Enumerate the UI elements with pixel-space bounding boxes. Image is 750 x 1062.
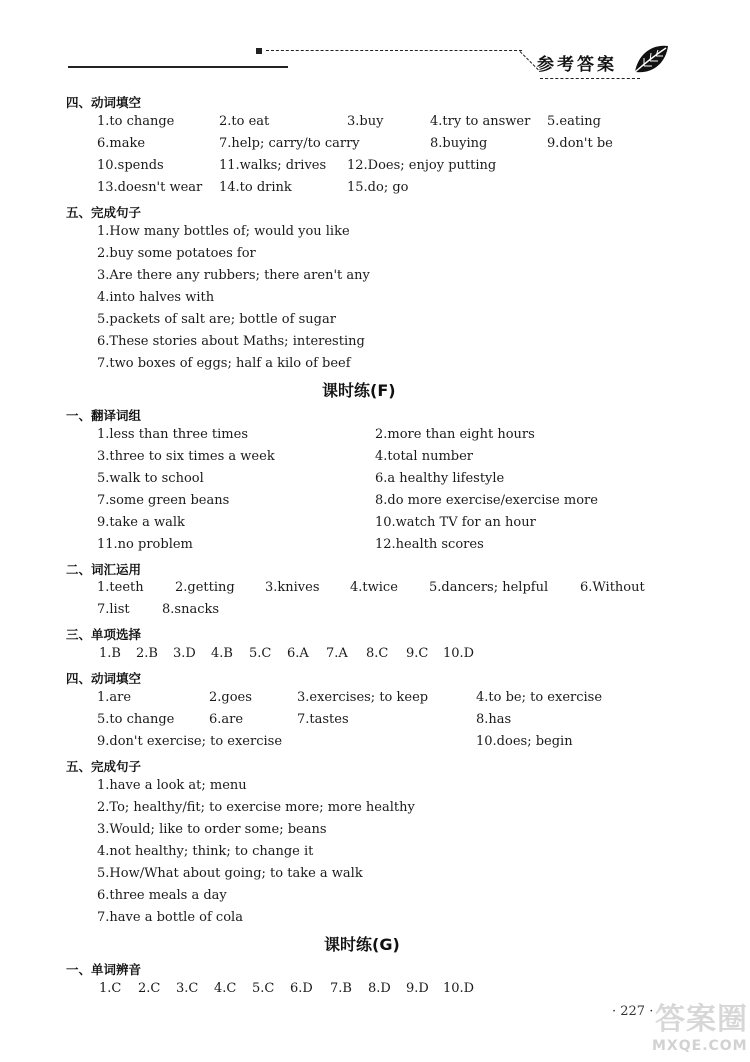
answer-item: 3.C [176, 981, 199, 996]
answer-item: 2.goes [209, 690, 252, 705]
section-title-multiple-choice: 三、单项选择 [66, 627, 142, 642]
section-title-verb-fill-f: 四、动词填空 [66, 671, 142, 686]
answer-item: 1.How many bottles of; would you like [97, 224, 350, 239]
watermark-url: MXQE.COM [652, 1038, 748, 1054]
answer-item: 6.make [97, 136, 146, 151]
answer-item: 12.Does; enjoy putting [347, 158, 497, 173]
answer-item: 6.are [209, 712, 244, 727]
answer-item: 5.C [249, 646, 272, 661]
lesson-title-g: 课时练(G) [324, 935, 400, 954]
section-title-translate: 一、翻译词组 [66, 408, 142, 423]
answer-item: 9.don't be [547, 136, 613, 151]
answer-item: 4.try to answer [430, 114, 531, 129]
answer-item: 8.D [368, 981, 391, 996]
answer-item: 5.C [252, 981, 275, 996]
answer-item: 6.Without [580, 580, 645, 595]
answer-item: 9.D [406, 981, 429, 996]
answer-item: 1.B [99, 646, 121, 661]
answer-item: 6.three meals a day [97, 888, 227, 903]
answer-item: 3.buy [347, 114, 384, 129]
lesson-title-f: 课时练(F) [322, 381, 396, 400]
answer-item: 5.packets of salt are; bottle of sugar [97, 312, 336, 327]
answer-item: 4.B [211, 646, 233, 661]
header-dashed-slant [520, 51, 539, 70]
answer-item: 8.snacks [162, 602, 220, 617]
header-rule [68, 66, 288, 68]
answer-item: 10.spends [97, 158, 164, 173]
answer-item: 4.total number [375, 449, 474, 464]
answer-item: 1.teeth [97, 580, 144, 595]
section-title-complete-sentences: 五、完成句子 [66, 205, 142, 220]
leaf-icon [632, 42, 670, 78]
answer-item: 10.does; begin [476, 734, 573, 749]
section-title-spelling: 一、单词辨音 [66, 962, 142, 977]
answer-item: 11.no problem [97, 537, 193, 552]
answer-item: 4.to be; to exercise [476, 690, 603, 705]
answer-item: 7.two boxes of eggs; half a kilo of beef [97, 356, 351, 371]
answer-item: 9.don't exercise; to exercise [97, 734, 283, 749]
answer-item: 7.B [330, 981, 352, 996]
header-dot [256, 48, 262, 54]
answer-item: 6.a healthy lifestyle [375, 471, 505, 486]
header-title: 参考答案 [537, 55, 617, 75]
answer-item: 1.to change [97, 114, 175, 129]
watermark-logo: 答案圈 [655, 1002, 748, 1037]
answer-item: 5.eating [547, 114, 601, 129]
answer-item: 8.C [366, 646, 389, 661]
answer-item: 1.C [99, 981, 122, 996]
answer-item: 14.to drink [219, 180, 292, 195]
answer-item: 7.A [326, 646, 348, 661]
answer-item: 5.walk to school [97, 471, 204, 486]
answer-item: 10.D [443, 981, 475, 996]
answer-item: 8.has [476, 712, 512, 727]
answer-item: 3.knives [265, 580, 320, 595]
answer-item: 1.have a look at; menu [97, 778, 247, 793]
answer-item: 3.Would; like to order some; beans [97, 822, 327, 837]
answer-item: 15.do; go [347, 180, 409, 195]
answer-item: 4.not healthy; think; to change it [97, 844, 314, 859]
answer-item: 9.C [406, 646, 429, 661]
answer-item: 2.more than eight hours [375, 427, 535, 442]
section-title-verb-fill: 四、动词填空 [66, 95, 142, 110]
answer-item: 2.buy some potatoes for [97, 246, 256, 261]
answer-item: 1.less than three times [97, 427, 248, 442]
answer-item: 5.dancers; helpful [429, 580, 549, 595]
header-dashed-rule [266, 50, 522, 51]
answer-item: 7.have a bottle of cola [97, 910, 243, 925]
answer-item: 2.B [136, 646, 158, 661]
answer-item: 9.take a walk [97, 515, 185, 530]
answer-item: 2.To; healthy/fit; to exercise more; more healthy [97, 800, 415, 815]
answer-item: 8.do more exercise/exercise more [375, 493, 598, 508]
answer-item: 6.D [290, 981, 313, 996]
answer-item: 3.exercises; to keep [297, 690, 429, 705]
section-title-complete-sentences-f: 五、完成句子 [66, 759, 142, 774]
answer-item: 13.doesn't wear [97, 180, 203, 195]
section-title-vocab: 二、词汇运用 [66, 562, 142, 577]
answer-item: 6.These stories about Maths; interesting [97, 334, 365, 349]
header-dashed-underline [540, 78, 640, 79]
answer-item: 7.help; carry/to carry [219, 136, 360, 151]
answer-item: 2.to eat [219, 114, 270, 129]
answer-item: 5.How/What about going; to take a walk [97, 866, 363, 881]
answer-item: 8.buying [430, 136, 488, 151]
answer-item: 3.Are there any rubbers; there aren't any [97, 268, 370, 283]
answer-item: 2.C [138, 981, 161, 996]
answer-item: 3.three to six times a week [97, 449, 275, 464]
answer-item: 7.some green beans [97, 493, 230, 508]
page-number: · 227 · [612, 1004, 654, 1019]
answer-item: 7.list [97, 602, 130, 617]
answer-item: 2.getting [175, 580, 235, 595]
answer-item: 10.D [443, 646, 475, 661]
answer-item: 4.twice [350, 580, 398, 595]
answer-item: 7.tastes [297, 712, 349, 727]
answer-item: 12.health scores [375, 537, 484, 552]
answer-item: 6.A [287, 646, 309, 661]
answer-item: 3.D [173, 646, 196, 661]
answer-item: 4.C [214, 981, 237, 996]
answer-item: 11.walks; drives [219, 158, 327, 173]
answer-item: 5.to change [97, 712, 175, 727]
answer-item: 1.are [97, 690, 132, 705]
answer-item: 4.into halves with [97, 290, 215, 305]
answer-item: 10.watch TV for an hour [375, 515, 536, 530]
